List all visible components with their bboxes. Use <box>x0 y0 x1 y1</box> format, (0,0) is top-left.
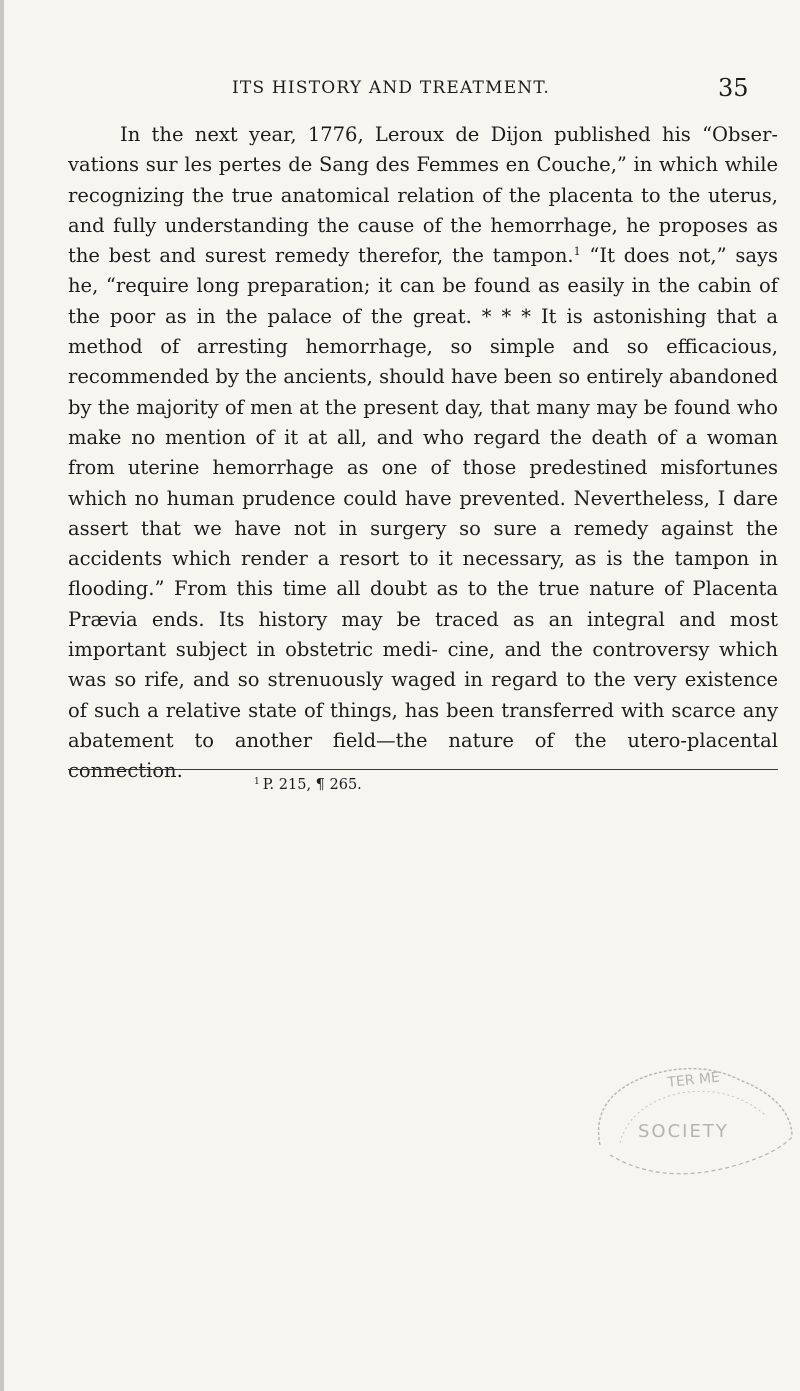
running-title: ITS HISTORY AND TREATMENT. <box>232 78 551 98</box>
body-text-part-1: In the next year, 1776, Leroux de Dijon published his “Obser- vations sur les pertes de Sang des Femmes en Couche,” in which while recognizing the true anatomical relation of the placenta to the uterus, and fully understanding the cause of the hemorrhage, he proposes as the best and surest remedy therefor, the tampon. <box>68 123 778 268</box>
footnote-marker: 1 <box>254 777 260 787</box>
footnote <box>254 774 362 796</box>
page-binding-edge <box>0 0 4 1391</box>
stamp-center-text: SOCIETY <box>638 1121 729 1142</box>
body-text-part-2: “It does not,” says he, “require long preparation; it can be found as easily in the cabin of the poor as in the palace of the great. * * * It is astonishing that a method of arresting hemorrhage, so simple and so efficacious, recommended by the ancients, should have been so entirely abandoned by the majority of men at the present day, that many may be found who make no mention of it at all, and who regard the death of a woman from uterine hemorrhage as one of those predestined misfortunes which no human prudence could have prevented. Nevertheless, I dare assert that we have not in surgery so sure a remedy against the accidents which render a resort to it necessary, as is the tampon in flooding.” From this time all doubt as to the true nature of Placenta Prævia ends. Its history may be traced as an integral and most important subject in obstetric medi- cine, and the controversy which was so rife, and so strenuously waged in regard to the very existence of such a relative state of things, has been transferred with scarce any abatement to another field—the nature of the utero-placental connection. <box>68 244 778 783</box>
body-paragraph <box>68 120 778 787</box>
footnote-reference: 1 <box>573 245 581 259</box>
footnote-divider <box>68 769 778 770</box>
footnote-text: P. 215, ¶ 265. <box>262 777 362 793</box>
library-stamp <box>580 1055 800 1180</box>
stamp-top-text: TER ME <box>666 1069 721 1091</box>
page-number: 35 <box>718 74 749 102</box>
stamp-lower-arc <box>610 1137 792 1174</box>
running-header <box>0 74 800 102</box>
